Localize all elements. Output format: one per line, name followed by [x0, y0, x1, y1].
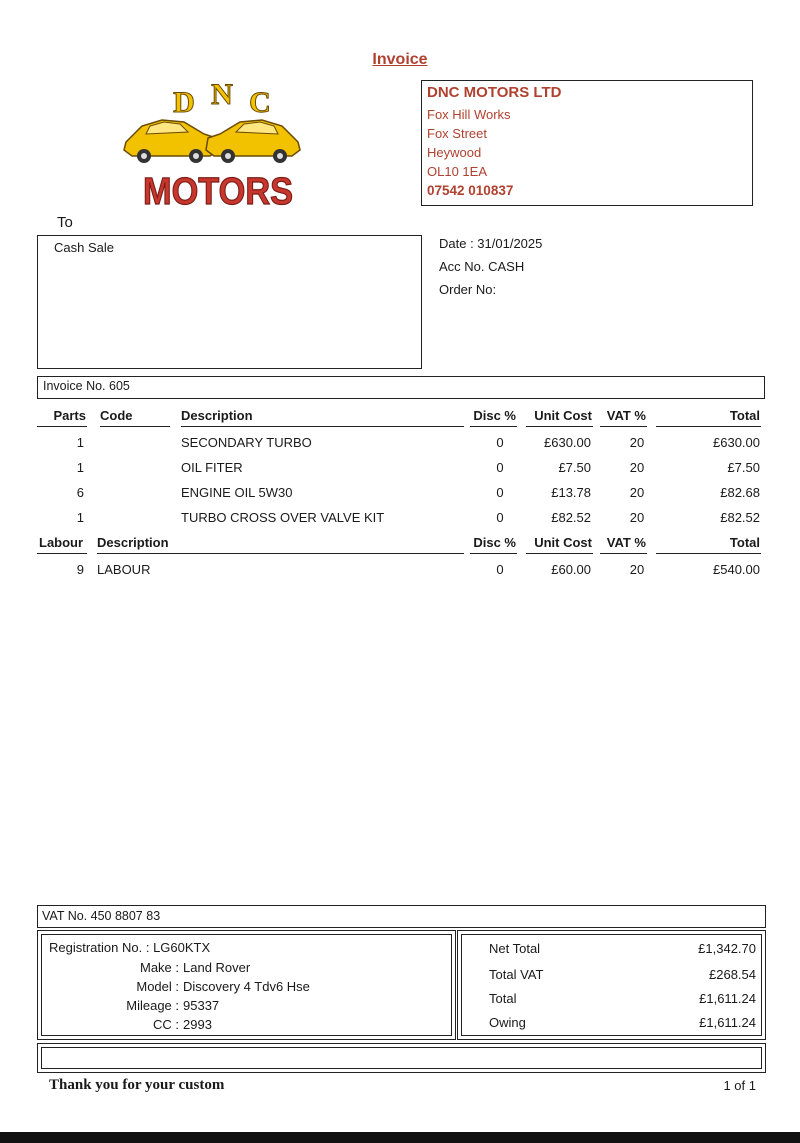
part-disc: 0 [496, 460, 504, 475]
part-unit-cost: £13.78 [551, 485, 591, 500]
car-right-icon [206, 120, 300, 163]
part-description: TURBO CROSS OVER VALVE KIT [181, 510, 385, 525]
customer-name: Cash Sale [54, 240, 114, 255]
mileage-value: 95337 [183, 998, 220, 1013]
part-qty: 1 [76, 460, 84, 475]
part-total: £82.52 [720, 510, 760, 525]
part-vat: 20 [629, 435, 645, 450]
labour-total: £540.00 [713, 562, 760, 577]
company-address-line: Fox Street [427, 126, 487, 141]
labour-table [0, 562, 800, 587]
col-total: Total [729, 408, 760, 423]
vat-number: VAT No. 450 8807 83 [42, 909, 161, 923]
part-description: ENGINE OIL 5W30 [181, 485, 293, 500]
part-total: £82.68 [720, 485, 760, 500]
parts-header [0, 408, 800, 428]
logo-graphic [122, 64, 302, 214]
part-qty: 1 [76, 510, 84, 525]
company-address-line: OL10 1EA [427, 164, 487, 179]
net-total-label: Net Total [489, 941, 541, 956]
mileage-label: Mileage : [126, 998, 179, 1013]
logo-letter-c: C [249, 86, 271, 119]
company-phone: 07542 010837 [427, 183, 514, 198]
table-row [0, 460, 800, 485]
total-vat-value: £268.54 [709, 967, 756, 982]
part-vat: 20 [629, 460, 645, 475]
labour-vat: 20 [629, 562, 645, 577]
labour-unit-cost: £60.00 [551, 562, 591, 577]
company-logo [122, 64, 302, 214]
grand-total-value: £1,611.24 [699, 991, 756, 1006]
model-label: Model : [136, 979, 179, 994]
vehicle-details-box [37, 930, 456, 1040]
col-disc: Disc % [473, 408, 516, 423]
col-labour-vat: VAT % [606, 535, 646, 550]
company-address-line: Heywood [427, 145, 482, 160]
make-value: Land Rover [183, 960, 251, 975]
thank-you-message: Thank you for your custom [49, 1077, 225, 1093]
col-unit-cost: Unit Cost [534, 408, 592, 423]
labour-qty: 9 [76, 562, 84, 577]
logo-letter-d: D [173, 86, 195, 119]
parts-table [0, 435, 800, 535]
footer-notes-box [37, 1043, 766, 1073]
make-label: Make : [139, 960, 179, 975]
vehicle-registration-row [49, 940, 210, 955]
part-total: £7.50 [727, 460, 760, 475]
table-row [0, 435, 800, 460]
total-vat-label: Total VAT [489, 967, 544, 982]
car-left-icon [124, 120, 218, 163]
invoice-number-box [37, 376, 765, 399]
company-address-line: Fox Hill Works [427, 107, 511, 122]
table-row [0, 485, 800, 510]
customer-box [37, 235, 422, 369]
invoice-number: Invoice No. 605 [43, 379, 130, 393]
vat-number-box [37, 905, 766, 928]
part-unit-cost: £82.52 [551, 510, 591, 525]
model-value: Discovery 4 Tdv6 Hse [183, 979, 310, 994]
labour-disc: 0 [496, 562, 504, 577]
owing-label: Owing [489, 1015, 526, 1030]
company-address-box [421, 80, 753, 206]
part-vat: 20 [629, 485, 645, 500]
cc-value: 2993 [183, 1017, 212, 1032]
labour-description: LABOUR [97, 562, 151, 577]
col-labour: Labour [39, 535, 84, 550]
order-number: Order No: [439, 282, 497, 297]
to-label: To [57, 214, 73, 231]
scan-edge [0, 1132, 800, 1143]
net-total-value: £1,342.70 [698, 941, 756, 956]
part-description: OIL FITER [181, 460, 243, 475]
part-vat: 20 [629, 510, 645, 525]
invoice-date: Date : 31/01/2025 [439, 236, 543, 251]
logo-letter-n: N [211, 78, 233, 111]
part-disc: 0 [496, 510, 504, 525]
part-unit-cost: £630.00 [544, 435, 591, 450]
registration-value: LG60KTX [153, 940, 211, 955]
labour-header [0, 535, 800, 555]
owing-value: £1,611.24 [699, 1015, 756, 1030]
part-description: SECONDARY TURBO [181, 435, 312, 450]
totals-box [457, 930, 766, 1040]
registration-label: Registration No. : [49, 940, 150, 955]
part-disc: 0 [496, 485, 504, 500]
document-title: Invoice [372, 51, 428, 68]
part-qty: 1 [76, 435, 84, 450]
col-parts: Parts [53, 408, 86, 423]
col-labour-description: Description [97, 535, 169, 550]
cc-label: CC : [153, 1017, 179, 1032]
part-total: £630.00 [713, 435, 760, 450]
part-disc: 0 [496, 435, 504, 450]
col-code: Code [100, 408, 133, 423]
grand-total-label: Total [489, 991, 517, 1006]
col-labour-unit-cost: Unit Cost [534, 535, 592, 550]
col-vat: VAT % [606, 408, 646, 423]
logo-word-motors: MOTORS [143, 171, 293, 213]
table-row [0, 562, 800, 587]
account-number: Acc No. CASH [439, 259, 525, 274]
table-row [0, 510, 800, 535]
page-number: 1 of 1 [723, 1078, 756, 1093]
col-labour-total: Total [729, 535, 760, 550]
col-description: Description [181, 408, 253, 423]
company-name: DNC MOTORS LTD [427, 84, 562, 101]
col-labour-disc: Disc % [473, 535, 516, 550]
part-qty: 6 [76, 485, 84, 500]
part-unit-cost: £7.50 [558, 460, 591, 475]
